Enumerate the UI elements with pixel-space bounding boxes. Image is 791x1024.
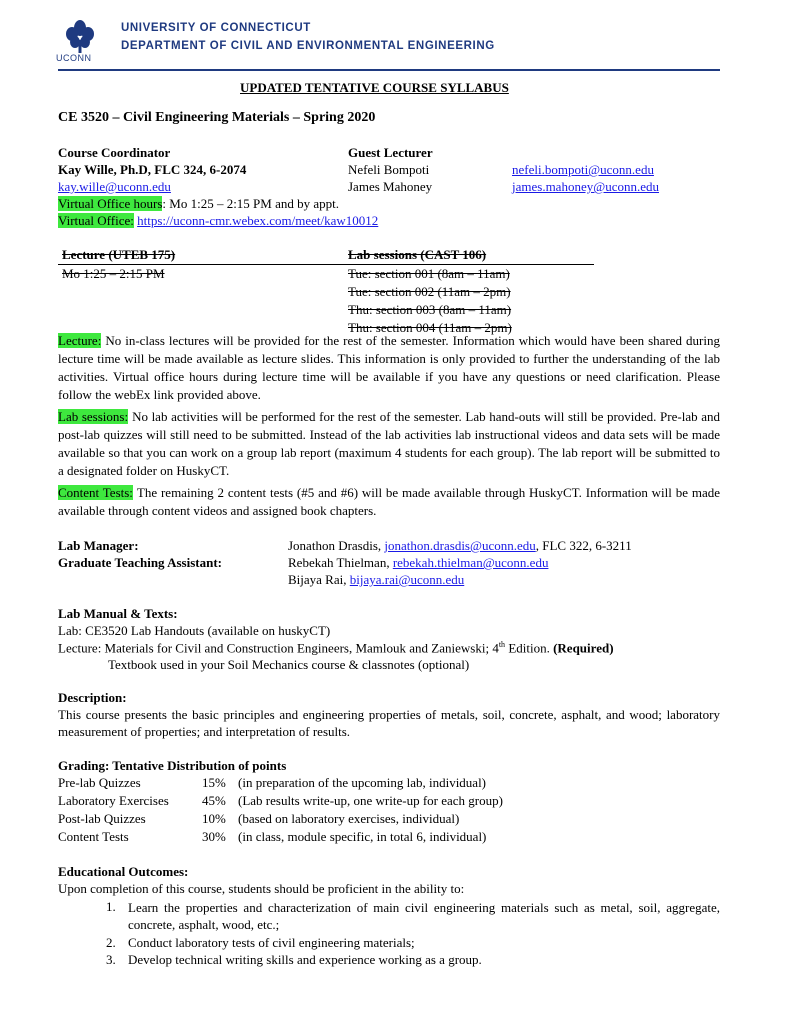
office-hours-label: Virtual Office hours — [58, 196, 163, 211]
lab-section: Tue: section 001 (8am – 11am) — [348, 266, 510, 281]
grading-item: Post-lab Quizzes — [58, 811, 146, 826]
office-hours-value: : Mo 1:25 – 2:15 PM and by appt. — [162, 196, 339, 211]
outcome-number: 2. — [106, 935, 116, 950]
gta-line — [288, 572, 464, 588]
grading-note: (based on laboratory exercises, individual) — [238, 811, 460, 826]
virtual-office-line — [58, 213, 378, 229]
outcome-text: Develop technical writing skills and experience working as a group. — [128, 952, 482, 967]
gta-label: Graduate Teaching Assistant: — [58, 555, 222, 570]
outcome-text: Learn the properties and characterization of main civil engineering materials such as metal, soil, aggregate, concrete, asphalt, wood, etc.; — [128, 900, 720, 932]
tests-notice — [58, 484, 720, 520]
grading-item: Pre-lab Quizzes — [58, 775, 141, 790]
gta-email-link[interactable]: bijaya.rai@uconn.edu — [349, 572, 465, 587]
guest-email-link[interactable]: nefeli.bompoti@uconn.edu — [512, 162, 654, 177]
office-hours-line — [58, 196, 339, 212]
lab-notice-label: Lab sessions: — [58, 409, 129, 424]
lecture-notice-text: No in-class lectures will be provided for the rest of the semester. Information which would have been shared during lecture time will be made available as lecture slides. This information is only provided to further the understanding of the lab activities. Virtual office hours during lecture time will be available if you have any questions or need clarification. Please follow the webEx link provided above. — [58, 333, 720, 402]
header-divider — [58, 69, 720, 71]
lab-manager-line — [288, 538, 632, 554]
outcomes-intro: Upon completion of this course, students should be proficient in the ability to: — [58, 881, 465, 896]
description-heading: Description: — [58, 690, 127, 705]
lecture-schedule-heading: Lecture (UTEB 175) — [62, 247, 176, 262]
coordinator-email-link[interactable]: kay.wille@uconn.edu — [58, 179, 171, 194]
grading-note: (in preparation of the upcoming lab, individual) — [238, 775, 487, 790]
schedule-divider — [58, 264, 594, 265]
guest-heading: Guest Lecturer — [348, 145, 433, 160]
lab-schedule-heading: Lab sessions (CAST 106) — [348, 247, 487, 262]
course-title: CE 3520 – Civil Engineering Materials – Spring 2020 — [58, 110, 376, 125]
lab-manager-office: , FLC 322, 6-3211 — [535, 538, 632, 553]
lab-manager-email-link[interactable]: jonathon.drasdis@uconn.edu — [384, 538, 536, 553]
gta-line — [288, 555, 548, 571]
webex-link[interactable]: https://uconn-cmr.webex.com/meet/kaw10012 — [137, 213, 379, 228]
logo-text: UCONN — [56, 53, 92, 63]
grading-percent: 30% — [202, 829, 226, 844]
grading-item: Content Tests — [58, 829, 129, 844]
lab-section: Thu: section 004 (11am – 2pm) — [348, 320, 512, 335]
grading-item: Laboratory Exercises — [58, 793, 169, 808]
lab-section: Thu: section 003 (8am – 11am) — [348, 302, 512, 317]
coordinator-heading: Course Coordinator — [58, 145, 171, 160]
description-text: This course presents the basic principles and engineering properties of metals, soil, concrete, asphalt, and wood; laboratory measurement of properties; and interpretation of results. — [58, 707, 720, 739]
lecture-notice-label: Lecture: — [58, 333, 102, 348]
grading-heading: Grading: Tentative Distribution of points — [58, 758, 287, 773]
virtual-office-label: Virtual Office: — [58, 213, 134, 228]
lab-manager-label: Lab Manager: — [58, 538, 139, 553]
grading-note: (in class, module specific, in total 6, individual) — [238, 829, 487, 844]
grading-percent: 45% — [202, 793, 226, 808]
soil-textbook-line: Textbook used in your Soil Mechanics course & classnotes (optional) — [108, 657, 470, 672]
lecture-textbook-text: Lecture: Materials for Civil and Construction Engineers, Mamlouk and Zaniewski; 4 — [58, 640, 499, 656]
required-label: (Required) — [553, 640, 614, 656]
guest-name: Nefeli Bompoti — [348, 162, 430, 177]
lab-section: Tue: section 002 (11am – 2pm) — [348, 284, 511, 299]
oak-leaf-icon — [62, 18, 98, 54]
gta-name: Rebekah Thielman, — [288, 555, 393, 570]
guest-name: James Mahoney — [348, 179, 433, 194]
tests-notice-text: The remaining 2 content tests (#5 and #6) will be made available through HuskyCT. Information will be made available through content videos and assigned book chapters. — [58, 485, 720, 518]
lecture-time: Mo 1:25 – 2:15 PM — [62, 266, 165, 281]
lab-notice — [58, 408, 720, 480]
department-name: DEPARTMENT OF CIVIL AND ENVIRONMENTAL ENGINEERING — [121, 40, 495, 52]
tests-notice-label: Content Tests: — [58, 485, 133, 500]
outcome-text: Conduct laboratory tests of civil engineering materials; — [128, 935, 415, 950]
grading-percent: 10% — [202, 811, 226, 826]
coordinator-name: Kay Wille, Ph.D, FLC 324, 6-2074 — [58, 162, 247, 177]
gta-name: Bijaya Rai, — [288, 572, 350, 587]
grading-percent: 15% — [202, 775, 226, 790]
edition-text: Edition. — [505, 640, 554, 656]
lecture-textbook-line — [58, 640, 614, 656]
texts-heading: Lab Manual & Texts: — [58, 606, 178, 621]
lab-manager-name: Jonathon Drasdis, — [288, 538, 385, 553]
outcome-number: 1. — [106, 899, 116, 914]
edition-superscript: th — [498, 640, 506, 649]
grading-note: (Lab results write-up, one write-up for each group) — [238, 793, 503, 808]
outcome-number: 3. — [106, 952, 116, 967]
gta-email-link[interactable]: rebekah.thielman@uconn.edu — [392, 555, 549, 570]
lab-handouts-line: Lab: CE3520 Lab Handouts (available on huskyCT) — [58, 623, 331, 638]
lecture-notice — [58, 332, 720, 404]
outcomes-heading: Educational Outcomes: — [58, 864, 189, 879]
guest-email-link[interactable]: james.mahoney@uconn.edu — [512, 179, 659, 194]
document-title: UPDATED TENTATIVE COURSE SYLLABUS — [240, 80, 509, 95]
lab-notice-text: No lab activities will be performed for the rest of the semester. Lab hand-outs will still be provided. Pre-lab and post-lab quizzes will still need to be submitted. Instead of the lab activities lab instructional videos and data sets will be made available so that you can work on a group lab report (maximum 4 students for each group). The lab report will be submitted to a designated folder on HuskyCT. — [58, 409, 720, 478]
university-name: UNIVERSITY OF CONNECTICUT — [121, 22, 311, 34]
university-logo — [62, 18, 98, 54]
